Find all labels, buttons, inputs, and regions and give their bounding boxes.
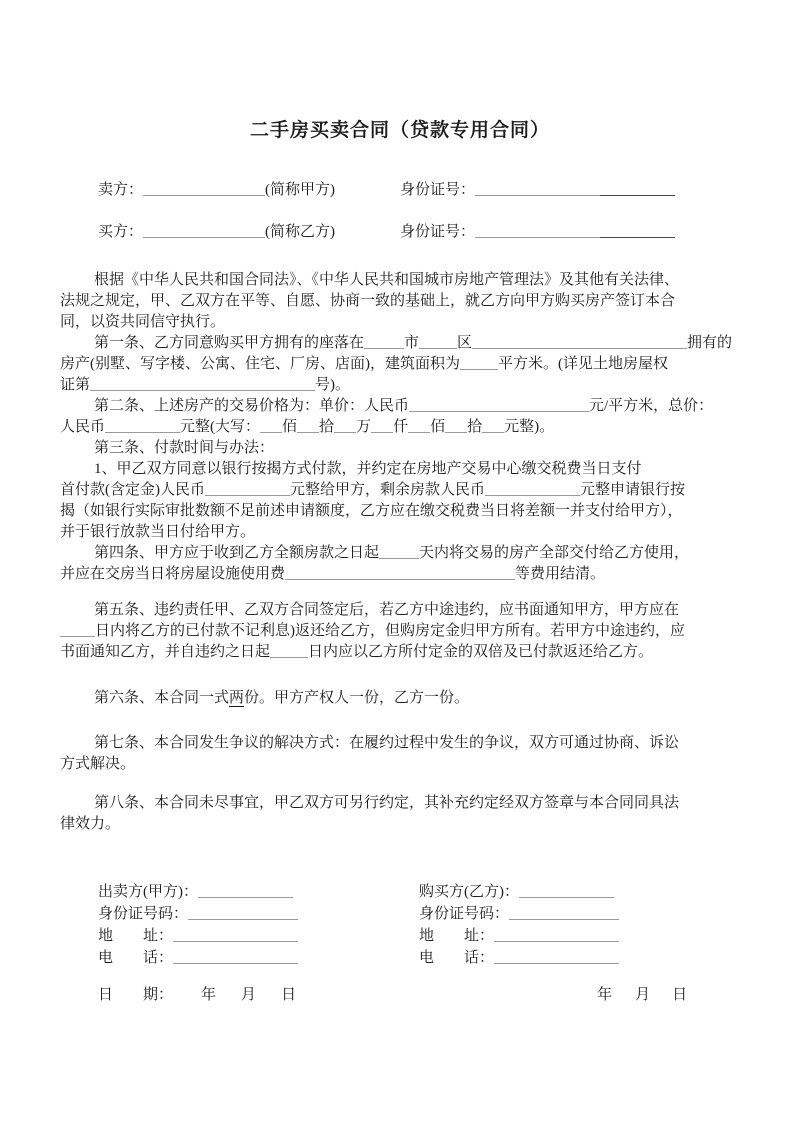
seller-signature-column bbox=[98, 881, 419, 969]
text-run: 并于银行放款当日付给甲方。 bbox=[60, 524, 256, 540]
text-run: 第三条、付款时间与办法： bbox=[94, 440, 275, 456]
text-run: 份。甲方产权人一份，乙方一份。 bbox=[244, 690, 470, 706]
spacing-gap bbox=[60, 409, 94, 410]
fill-in-blank bbox=[60, 622, 95, 637]
text-run: 址： bbox=[143, 928, 174, 944]
contract-body bbox=[60, 270, 740, 835]
section-spacer bbox=[60, 585, 740, 600]
text-run: 身份证号： bbox=[400, 182, 476, 198]
fill-in-blank bbox=[485, 481, 580, 496]
text-run: 第一条、乙方同意购买甲方拥有的座落在 bbox=[94, 335, 365, 351]
spacing-gap bbox=[60, 746, 94, 747]
fill-in-blank bbox=[297, 418, 319, 433]
text-run: 元/平方米，总价： bbox=[589, 398, 714, 414]
text-run: 年 bbox=[597, 987, 613, 1003]
text-run: 第六条、本合同一式 bbox=[94, 690, 230, 706]
text-run: 年 bbox=[201, 987, 217, 1003]
text-run: 第八条、本合同未尽事宜，甲乙双方可另行约定，其补充约定经双方签章与本合同同具法 bbox=[94, 795, 680, 811]
spacing-gap bbox=[113, 939, 143, 940]
fill-in-blank bbox=[509, 905, 619, 920]
document-line bbox=[419, 881, 740, 903]
document-line bbox=[60, 354, 740, 375]
spacing-gap bbox=[335, 235, 400, 236]
text-run: 揭（如银行实际审批数额不足前述申请额度，乙方应在缴交税费当日将差额一并支付给甲方）， bbox=[60, 503, 683, 519]
fill-in-blank bbox=[482, 418, 504, 433]
fill-in-blank bbox=[334, 418, 356, 433]
text-run: 证第 bbox=[60, 377, 91, 393]
text-run: 日 bbox=[98, 987, 114, 1003]
fill-in-blank bbox=[445, 418, 467, 433]
text-run: 月 bbox=[241, 987, 257, 1003]
document-line bbox=[419, 903, 740, 925]
fill-in-blank bbox=[270, 643, 308, 658]
fill-in-blank bbox=[409, 397, 589, 412]
document-line bbox=[60, 600, 740, 621]
document-line bbox=[98, 925, 419, 947]
section-spacer bbox=[60, 663, 740, 688]
spacing-gap bbox=[60, 346, 94, 347]
fill-in-blank bbox=[90, 376, 315, 391]
fill-in-blank bbox=[600, 181, 675, 196]
spacing-gap bbox=[60, 556, 94, 557]
text-run: 址： bbox=[464, 928, 495, 944]
text-run: 拥有的 bbox=[687, 335, 733, 351]
text-run: 同，以资共同信守执行。 bbox=[60, 314, 226, 330]
fill-in-blank bbox=[198, 883, 293, 898]
spacing-gap bbox=[173, 998, 201, 999]
text-run: 首付款(含定金)人民币 bbox=[60, 482, 205, 498]
text-run: 购买方(乙方)： bbox=[419, 884, 519, 900]
text-run: 拾 bbox=[319, 419, 335, 435]
spacing-gap bbox=[113, 998, 143, 999]
spacing-gap bbox=[612, 998, 635, 999]
document-line bbox=[60, 754, 740, 775]
text-run: 元整(大写： bbox=[180, 419, 261, 435]
text-run: 区 bbox=[457, 335, 473, 351]
text-run: 房产(别墅、写字楼、公寓、住宅、厂房、店面)，建筑面积为 bbox=[60, 356, 460, 372]
text-run: 月 bbox=[635, 987, 651, 1003]
text-run: 仟 bbox=[393, 419, 409, 435]
text-run: 并应在交房当日将房屋设施使用费 bbox=[60, 566, 286, 582]
fill-in-blank bbox=[419, 334, 457, 349]
text-run: 等费用结清。 bbox=[515, 566, 606, 582]
fill-in-blank bbox=[173, 949, 298, 964]
document-line bbox=[60, 543, 740, 564]
spacing-gap bbox=[60, 613, 94, 614]
document-line bbox=[60, 438, 740, 459]
text-run: 元整)。 bbox=[504, 419, 555, 435]
text-run: 电 bbox=[419, 950, 435, 966]
text-run: 身份证号码： bbox=[98, 906, 189, 922]
fill-in-blank bbox=[519, 883, 614, 898]
fill-in-blank bbox=[260, 418, 282, 433]
text-run: 日内应以乙方所付定金的双倍及已付款返还给乙方。 bbox=[308, 644, 654, 660]
document-line bbox=[60, 270, 740, 291]
document-line bbox=[60, 312, 740, 333]
buyer-party-line bbox=[98, 222, 740, 243]
spacing-gap bbox=[60, 806, 94, 807]
fill-in-blank bbox=[173, 927, 298, 942]
text-run: 第七条、本合同发生争议的解决方式：在履约过程中发生的争议，双方可通过协商、诉讼 bbox=[94, 735, 680, 751]
fill-in-blank bbox=[475, 223, 600, 238]
text-run: 市 bbox=[404, 335, 420, 351]
text-run: (简称乙方) bbox=[265, 224, 336, 240]
document-line bbox=[60, 501, 740, 522]
document-line bbox=[60, 522, 740, 543]
spacing-gap bbox=[335, 193, 400, 194]
text-run: 第四条、甲方应于收到乙方全额房款之日起 bbox=[94, 545, 380, 561]
spacing-gap bbox=[60, 283, 94, 284]
section-spacer bbox=[60, 709, 740, 733]
text-run: 地 bbox=[98, 928, 114, 944]
document-line bbox=[98, 881, 419, 903]
document-line bbox=[98, 947, 419, 969]
underlined-text: 两 bbox=[229, 690, 245, 706]
document-line bbox=[60, 291, 740, 312]
document-line bbox=[60, 417, 740, 438]
section-spacer bbox=[60, 775, 740, 793]
document-line bbox=[60, 333, 740, 354]
text-run: 日 bbox=[281, 987, 297, 1003]
text-run: 元整申请银行按 bbox=[580, 482, 686, 498]
fill-in-blank bbox=[494, 949, 619, 964]
document-line bbox=[60, 814, 740, 835]
fill-in-blank bbox=[600, 223, 675, 238]
text-run: 出卖方(甲方)： bbox=[98, 884, 198, 900]
fill-in-blank bbox=[285, 565, 515, 580]
text-run: 佰 bbox=[282, 419, 298, 435]
text-run: 电 bbox=[98, 950, 114, 966]
fill-in-blank bbox=[472, 334, 687, 349]
text-run: 人民币 bbox=[60, 419, 106, 435]
spacing-gap bbox=[434, 961, 464, 962]
document-line bbox=[419, 947, 740, 969]
text-run: 根据《中华人民共和国合同法》、《中华人民共和国城市房地产管理法》及其他有关法律、 bbox=[94, 272, 680, 288]
document-line bbox=[60, 564, 740, 585]
text-run: 日 bbox=[672, 987, 688, 1003]
document-line bbox=[60, 396, 740, 417]
spacing-gap bbox=[216, 998, 241, 999]
spacing-gap bbox=[60, 451, 94, 452]
text-run: 律效力。 bbox=[60, 816, 121, 832]
text-run: (简称甲方) bbox=[265, 182, 336, 198]
fill-in-blank bbox=[475, 181, 600, 196]
text-run: 书面通知乙方，并自违约之日起 bbox=[60, 644, 271, 660]
document-line bbox=[60, 793, 740, 814]
text-run: 拾 bbox=[467, 419, 483, 435]
text-run: 日内将乙方的已付款不记利息)返还给乙方，但购房定金归甲方所有。若甲方中途违约，应 bbox=[95, 623, 685, 639]
fill-in-blank bbox=[494, 927, 619, 942]
document-title: 二手房买卖合同（贷款专用合同） bbox=[249, 120, 550, 141]
signature-section bbox=[60, 881, 740, 969]
document-line bbox=[60, 375, 740, 396]
spacing-gap bbox=[60, 701, 94, 702]
seller-party-line bbox=[98, 180, 740, 201]
fill-in-blank bbox=[143, 181, 265, 196]
date-line bbox=[60, 985, 740, 1006]
text-run: 买方： bbox=[98, 224, 144, 240]
text-run: 天内将交易的房产全部交付给乙方使用， bbox=[419, 545, 690, 561]
document-line bbox=[60, 480, 740, 501]
fill-in-blank bbox=[105, 418, 180, 433]
fill-in-blank bbox=[408, 418, 430, 433]
text-run: 身份证号码： bbox=[419, 906, 510, 922]
spacing-gap bbox=[113, 961, 143, 962]
fill-in-blank bbox=[143, 223, 265, 238]
text-run: 1、甲乙双方同意以银行按揭方式付款，并约定在房地产交易中心缴交税费当日支付 bbox=[94, 461, 642, 477]
fill-in-blank bbox=[379, 544, 419, 559]
parties-section bbox=[60, 180, 740, 243]
spacing-gap bbox=[296, 998, 597, 999]
document-line bbox=[419, 925, 740, 947]
text-run: 话： bbox=[464, 950, 495, 966]
text-run: 万 bbox=[356, 419, 372, 435]
text-run: 身份证号： bbox=[400, 224, 476, 240]
document-line bbox=[60, 733, 740, 754]
fill-in-blank bbox=[205, 481, 290, 496]
document-line bbox=[60, 459, 740, 480]
text-run: 卖方： bbox=[98, 182, 144, 198]
fill-in-blank bbox=[460, 355, 498, 370]
fill-in-blank bbox=[188, 905, 298, 920]
text-run: 地 bbox=[419, 928, 435, 944]
text-run: 元整给甲方，剩余房款人民币 bbox=[290, 482, 486, 498]
text-run: 第五条、违约责任甲、乙双方合同签定后，若乙方中途违约，应书面通知甲方，甲方应在 bbox=[94, 602, 680, 618]
text-run: 法规之规定，甲、乙双方在平等、自愿、协商一致的基础上，就乙方向甲方购买房产签订本合 bbox=[60, 293, 676, 309]
text-run: 佰 bbox=[430, 419, 446, 435]
spacing-gap bbox=[60, 472, 94, 473]
text-run: 话： bbox=[143, 950, 174, 966]
document-line bbox=[60, 642, 740, 663]
buyer-signature-column bbox=[419, 881, 740, 969]
spacing-gap bbox=[650, 998, 672, 999]
text-run: 第二条、上述房产的交易价格为：单价：人民币 bbox=[94, 398, 410, 414]
document-line bbox=[98, 903, 419, 925]
text-run: 平方米。(详见土地房屋权 bbox=[498, 356, 668, 372]
text-run: 号)。 bbox=[315, 377, 351, 393]
text-run: 方式解决。 bbox=[60, 756, 136, 772]
document-line bbox=[60, 688, 740, 709]
fill-in-blank bbox=[364, 334, 404, 349]
text-run: 期： bbox=[143, 987, 174, 1003]
document-line bbox=[60, 621, 740, 642]
spacing-gap bbox=[434, 939, 464, 940]
spacing-gap bbox=[256, 998, 281, 999]
fill-in-blank bbox=[371, 418, 393, 433]
